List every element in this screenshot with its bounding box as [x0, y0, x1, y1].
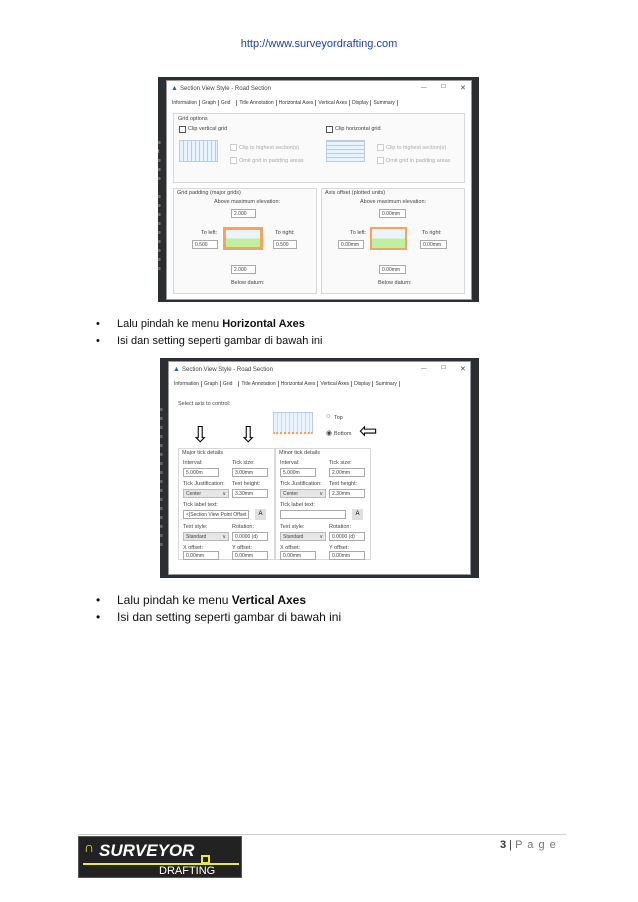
select-axis-label: Select axis to control: [178, 401, 231, 407]
bullet-text: Lalu pindah ke menu [117, 318, 223, 330]
bullet-text: Isi dan setting seperti gambar di bawah ini [117, 610, 342, 624]
tab-summary[interactable]: Summary [373, 381, 399, 387]
top-radio[interactable]: ○ [326, 413, 331, 420]
tab-summary[interactable]: Summary [371, 100, 397, 106]
page-num: 3 [500, 839, 507, 851]
tab-graph[interactable]: Graph [202, 381, 221, 387]
tab-information[interactable]: Information [170, 100, 200, 106]
tick-size-label: Tick size: [329, 460, 352, 466]
bottom-label: Bottom [334, 431, 352, 437]
minor-tick-size-input[interactable]: 2.00mm [329, 468, 365, 477]
major-tick-group [178, 448, 275, 560]
tab-grid[interactable]: Grid [221, 381, 239, 387]
y-offset-label: Y offset: [329, 545, 349, 551]
omit-padding-label: Omit grid in padding areas [239, 158, 304, 164]
select-value: Center [186, 491, 202, 497]
tab-horizontal-axes[interactable]: Horizontal Axes [277, 100, 317, 106]
interval-label: Interval: [183, 460, 203, 466]
select-value: Center [283, 491, 299, 497]
dialog-title: Section View Style - Road Section [182, 367, 273, 373]
minor-justification-select[interactable] [280, 489, 326, 498]
minor-x-offset-input[interactable]: 0.00mm [280, 551, 316, 560]
dialog-title: Section View Style - Road Section [180, 86, 271, 92]
off-below-input[interactable]: 0.00mm [379, 265, 406, 274]
arrow-left-annotation-icon: ⇦ [359, 418, 378, 443]
above-label: Above maximum elevation: [360, 199, 427, 205]
pad-right-input[interactable]: 0.500 [273, 240, 297, 249]
minor-tick-label-input[interactable] [280, 510, 346, 519]
major-tick-label-input[interactable]: <[Section View Point Offset [183, 510, 249, 519]
minor-tick-group [275, 448, 371, 560]
tab-title-annotation[interactable]: Title Annotation [239, 381, 278, 387]
logo-word-surveyor: SURVEYOR [99, 841, 195, 860]
pad-above-input[interactable]: 2.000 [231, 209, 256, 218]
bullet-text: Isi dan setting seperti gambar di bawah ini [117, 335, 323, 347]
bullet-item [96, 609, 341, 626]
major-rotation-input[interactable]: 0.0000 (d) [232, 532, 268, 541]
tick-size-label: Tick size: [232, 460, 255, 466]
clip-highest-label: Clip to highest section(s) [239, 145, 300, 151]
bullet-list-2 [96, 592, 341, 626]
offset-preview [370, 227, 407, 250]
below-label: Below datum: [378, 280, 412, 286]
top-label: Top [334, 415, 343, 421]
minor-rotation-input[interactable]: 0.0000 (d) [329, 532, 365, 541]
logo-square [201, 855, 210, 864]
text-style-label: Text style: [280, 524, 305, 530]
chevron-down-icon: ∨ [319, 491, 323, 497]
minimize-icon[interactable]: — [421, 366, 427, 372]
tab-vertical-axes[interactable]: Vertical Axes [316, 100, 350, 106]
screenshot-horizontal-axes-tab [160, 358, 479, 578]
omit-padding-checkbox[interactable] [230, 157, 237, 164]
bottom-radio[interactable]: ◉ [326, 430, 333, 437]
minor-y-offset-input[interactable]: 0.00mm [329, 551, 365, 560]
screenshot-grid-tab [158, 77, 479, 302]
bullet-item [96, 316, 322, 333]
major-text-height-input[interactable]: 3.30mm [232, 489, 268, 498]
group-label: Minor tick details [279, 450, 320, 456]
select-value: Standard [186, 534, 207, 540]
y-offset-label: Y offset: [232, 545, 252, 551]
below-label: Below datum: [231, 280, 265, 286]
x-offset-label: X offset: [183, 545, 204, 551]
app-icon: ▲ [171, 85, 178, 92]
maximize-icon[interactable]: ☐ [441, 365, 446, 371]
close-icon[interactable]: ✕ [460, 85, 466, 92]
select-value: Standard [283, 534, 304, 540]
padding-preview [223, 227, 263, 250]
tripod-icon: ∩ [84, 839, 95, 855]
bullet-list-1 [96, 316, 322, 350]
to-left-label: To left: [350, 230, 367, 236]
maximize-icon[interactable]: ☐ [441, 84, 446, 90]
tab-display[interactable]: Display [350, 100, 371, 106]
vertical-grid-preview [179, 140, 218, 162]
grid-options-group [173, 113, 465, 183]
surveyor-drafting-logo [78, 836, 242, 878]
side-strip: ≡ ≡ ≡ ≡ ≡ ≡ ≡ ≡ ≡ ≡ ≡ ≡ ≡ ≡ ≡ ≡ [160, 407, 163, 548]
tab-information[interactable]: Information [172, 381, 202, 387]
group-label: Grid options [178, 116, 208, 122]
rotation-label: Rotation: [329, 524, 352, 530]
tab-display[interactable]: Display [352, 381, 373, 387]
clip-highest-label-2: Clip to highest section(s) [386, 145, 447, 151]
above-label: Above maximum elevation: [214, 199, 281, 205]
omit-padding-checkbox-2[interactable] [377, 157, 384, 164]
group-label: Axis offset (plotted units) [325, 190, 386, 196]
clip-highest-checkbox[interactable] [230, 144, 237, 151]
major-interval-input[interactable]: 5.000m [183, 468, 219, 477]
major-x-offset-input[interactable]: 0.00mm [183, 551, 219, 560]
grid-padding-group [173, 188, 317, 294]
group-label: Major tick details [182, 450, 223, 456]
side-strip: ≡ t ≡ ≡ ≡ ≡ ≡ ≡ ≡ ≡ ≡ ≡ ≡ ≡ [158, 140, 161, 272]
tick-label-label: Tick label text: [183, 502, 218, 508]
tab-bar [172, 381, 400, 387]
footer-divider [78, 834, 566, 835]
group-label: Grid padding (major grids) [177, 190, 241, 196]
horizontal-grid-preview [326, 140, 365, 162]
off-left-input[interactable]: 0.00mm [338, 240, 364, 249]
major-tick-size-input[interactable]: 3.00mm [232, 468, 268, 477]
arrow-down-annotation-icon: ⇩ [239, 422, 258, 447]
chevron-down-icon: ∨ [222, 491, 226, 497]
bullet-text: Lalu pindah ke menu [117, 593, 232, 607]
tab-horizontal-axes[interactable]: Horizontal Axes [279, 381, 319, 387]
dialog [168, 361, 471, 575]
tab-bar [170, 100, 398, 106]
page-number: 3 | P a g e [500, 839, 557, 851]
to-right-label: To right: [422, 230, 442, 236]
text-style-label: Text style: [183, 524, 208, 530]
logo-word-drafting: DRAFTING [159, 865, 216, 877]
clip-highest-checkbox-2[interactable] [377, 144, 384, 151]
to-right-label: To right: [275, 230, 295, 236]
tab-graph[interactable]: Graph [200, 100, 219, 106]
header-url[interactable]: http://www.surveyordrafting.com [240, 38, 398, 50]
pad-left-input[interactable]: 0.500 [192, 240, 218, 249]
to-left-label: To left: [201, 230, 218, 236]
tab-vertical-axes[interactable]: Vertical Axes [318, 381, 352, 387]
minor-text-style-select[interactable] [280, 532, 326, 541]
axis-offset-group [321, 188, 465, 294]
tab-grid[interactable]: Grid [219, 100, 237, 106]
bullet-item [96, 333, 322, 350]
chevron-down-icon: ∨ [319, 534, 323, 540]
x-offset-label: X offset: [280, 545, 301, 551]
text-height-label: Text height: [232, 481, 261, 487]
major-justification-select[interactable] [183, 489, 229, 498]
clip-vertical-label: Clip vertical grid [188, 126, 228, 132]
dialog [166, 80, 472, 300]
clip-vertical-checkbox[interactable] [179, 126, 186, 133]
bullet-item [96, 592, 341, 609]
arrow-down-annotation-icon: ⇩ [191, 422, 210, 447]
justification-label: Tick Justification: [183, 481, 225, 487]
tab-title-annotation[interactable]: Title Annotation [237, 100, 276, 106]
close-icon[interactable]: ✕ [460, 366, 466, 373]
off-right-input[interactable]: 0.00mm [420, 240, 447, 249]
pad-below-input[interactable]: 2.000 [231, 265, 256, 274]
rotation-label: Rotation: [232, 524, 255, 530]
justification-label: Tick Justification: [280, 481, 322, 487]
tick-label-label: Tick label text: [280, 502, 315, 508]
minor-text-height-input[interactable]: 2.30mm [329, 489, 365, 498]
bullet-bold: Horizontal Axes [222, 318, 305, 330]
interval-label: Interval: [280, 460, 300, 466]
major-y-offset-input[interactable]: 0.00mm [232, 551, 268, 560]
page-label: P a g e [515, 839, 557, 851]
clip-horizontal-checkbox[interactable] [326, 126, 333, 133]
text-editor-button[interactable]: A [255, 509, 266, 520]
text-editor-button[interactable]: A [352, 509, 363, 520]
major-text-style-select[interactable] [183, 532, 229, 541]
minor-interval-input[interactable]: 5.000m [280, 468, 316, 477]
clip-horizontal-label: Clip horizontal grid [335, 126, 381, 132]
minimize-icon[interactable]: — [421, 85, 427, 91]
off-above-input[interactable]: 0.00mm [379, 209, 406, 218]
app-icon: ▲ [173, 366, 180, 373]
chevron-down-icon: ∨ [222, 534, 226, 540]
axis-preview [273, 412, 313, 434]
text-height-label: Text height: [329, 481, 358, 487]
bullet-bold: Vertical Axes [231, 593, 307, 607]
omit-padding-label-2: Omit grid in padding areas [386, 158, 451, 164]
